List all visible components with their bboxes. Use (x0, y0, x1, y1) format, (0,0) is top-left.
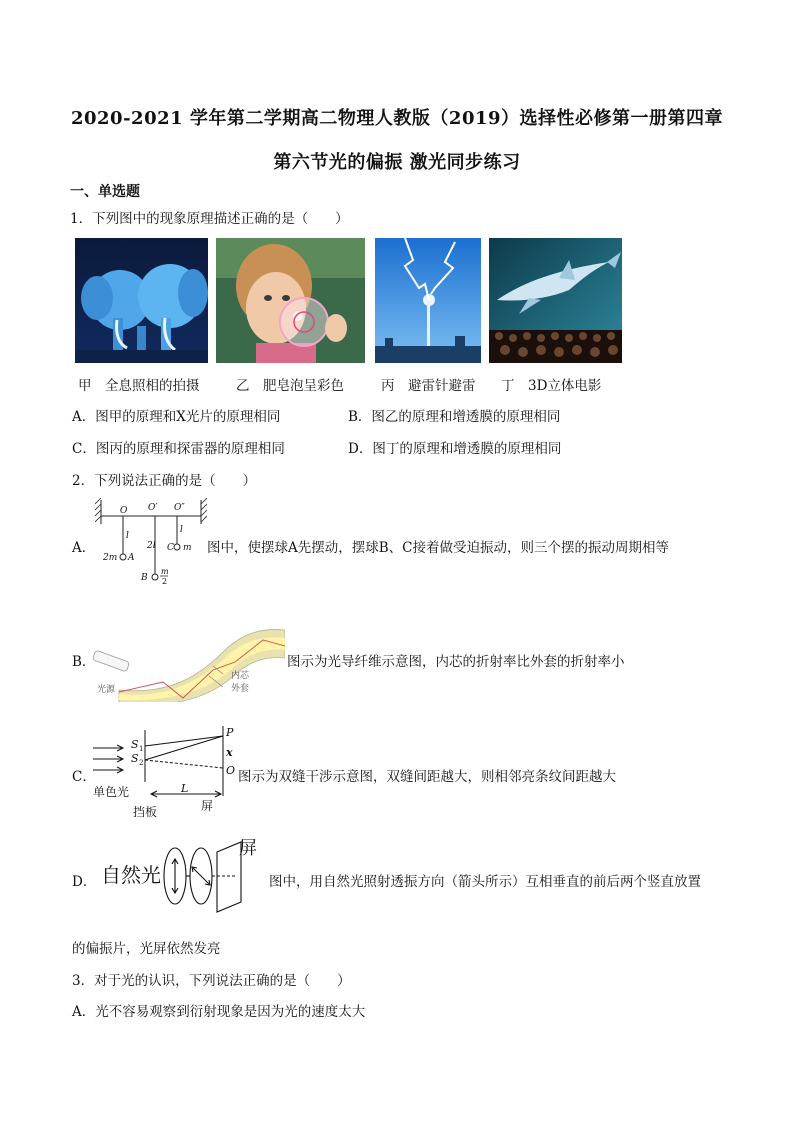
q2-stem: 2．下列说法正确的是（ ） (72, 473, 257, 489)
q2-option-b-text: 图示为光导纤维示意图，内芯的折射率比外套的折射率小 (287, 654, 625, 670)
label-o: O (226, 764, 236, 777)
optical-fiber-diagram (93, 612, 285, 702)
photo-3d-cinema (489, 238, 622, 363)
label-s1: S (131, 738, 139, 751)
q3-stem: 3．对于光的认识，下列说法正确的是（ ） (72, 973, 351, 989)
q1-option-a: A．图甲的原理和X光片的原理相同 (72, 409, 281, 425)
label-s1-sub: 1 (139, 745, 144, 753)
label-l1: l (126, 531, 129, 541)
label-mb-num: m (161, 567, 169, 576)
q1-option-c: C．图丙的原理和探雷器的原理相同 (72, 441, 285, 457)
label-c: C (167, 543, 174, 553)
photo-soap-bubble (216, 238, 365, 363)
label-o2: O″ (174, 503, 185, 513)
q2-option-c-text: 图示为双缝干涉示意图，双缝间距越大，则相邻亮条纹间距越大 (238, 769, 616, 785)
label-l: L (181, 782, 189, 795)
label-core: 内芯 (231, 670, 250, 680)
section-heading: 一、单选题 (70, 184, 140, 200)
label-baffle: 挡板 (133, 805, 158, 819)
label-cladding: 外套 (231, 683, 250, 693)
q2-option-b-label: B． (72, 654, 96, 670)
page-title-line1: 2020-2021 学年第二学期高二物理人教版（2019）选择性必修第一册第四章 (70, 108, 724, 129)
caption-bing: 丙 避雷针避雷 (381, 378, 476, 394)
label-o1: O′ (148, 503, 158, 513)
polarizer-diagram (97, 832, 267, 916)
label-source: 光源 (97, 684, 116, 694)
label-p: P (226, 726, 234, 739)
photo-hologram-elephants (75, 238, 208, 363)
caption-jia: 甲 全息照相的拍摄 (78, 378, 200, 394)
label-natural-light: 自然光 (101, 865, 161, 887)
label-l3: l (180, 525, 183, 535)
q2-option-a-text: 图中，使摆球A先摆动，摆球B、C接着做受迫振动，则三个摆的振动周期相等 (207, 540, 669, 556)
q2-option-d-text: 图中，用自然光照射透振方向（箭头所示）互相垂直的前后两个竖直放置 (269, 874, 701, 890)
double-slit-diagram (93, 722, 243, 822)
label-s2-sub: 2 (139, 759, 144, 767)
q1-option-d: D．图丁的原理和增透膜的原理相同 (348, 441, 562, 457)
label-ma: 2m (103, 553, 118, 563)
label-screen: 屏 (239, 838, 257, 858)
label-mono: 单色光 (93, 785, 130, 799)
label-mb-den: 2 (162, 577, 168, 586)
q1-stem: 1．下列图中的现象原理描述正确的是（ ） (70, 211, 349, 227)
q1-option-b: B．图乙的原理和增透膜的原理相同 (348, 409, 561, 425)
photo-lightning-rod (375, 238, 481, 363)
q2-option-c-label: C． (72, 769, 96, 785)
label-mc: m (183, 543, 192, 553)
caption-ding: 丁 3D立体电影 (501, 378, 602, 394)
label-x: x (226, 746, 233, 759)
pendulum-diagram (95, 496, 207, 588)
label-b: B (141, 573, 148, 583)
caption-yi: 乙 肥皂泡呈彩色 (236, 378, 344, 394)
label-o: O (120, 506, 128, 516)
q3-option-a: A．光不容易观察到衍射现象是因为光的速度太大 (72, 1004, 366, 1020)
label-screen: 屏 (201, 799, 214, 813)
label-s2: S (131, 752, 139, 765)
page-title-line2: 第六节光的偏振 激光同步练习 (273, 152, 521, 173)
q2-option-a-label: A． (72, 540, 96, 556)
q2-option-d-text2: 的偏振片，光屏依然发亮 (72, 941, 221, 957)
label-l2: 2l (147, 541, 156, 551)
label-a: A (128, 553, 135, 563)
q2-option-d-label: D． (72, 874, 97, 890)
